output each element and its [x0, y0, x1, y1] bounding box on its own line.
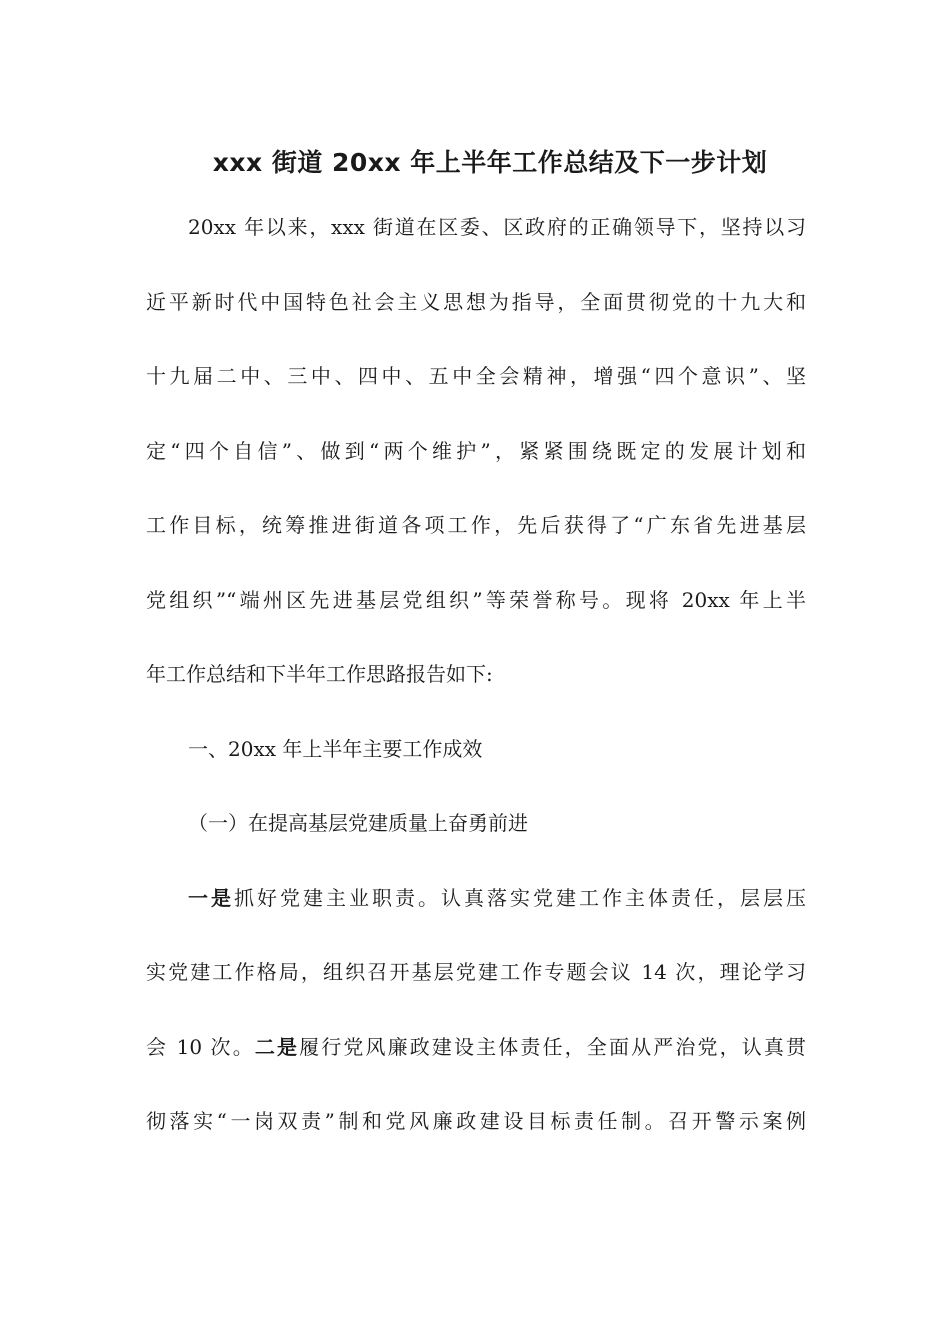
document-title: xxx 街道 20xx 年上半年工作总结及下一步计划 — [212, 148, 768, 177]
paragraph-line: 十九届二中、三中、四中、五中全会精神，增强“四个意识”、坚 — [146, 364, 806, 388]
paragraph-line: 年工作总结和下半年工作思路报告如下: — [146, 662, 493, 686]
paragraph-line: 近平新时代中国特色社会主义思想为指导，全面贯彻党的十九大和 — [146, 289, 806, 314]
subsection-heading: （一）在提高基层党建质量上奋勇前进 — [188, 811, 528, 835]
paragraph-line: 工作目标，统筹推进街道各项工作，先后获得了“广东省先进基层 — [146, 513, 806, 537]
paragraph-line: 定“四个自信”、做到“两个维护”，紧紧围绕既定的发展计划和 — [146, 438, 806, 463]
bold-lead: 一是 — [188, 885, 234, 910]
section-heading: 一、20xx 年上半年主要工作成效 — [188, 736, 483, 761]
document-body — [146, 190, 806, 1159]
paragraph-line: 彻落实“一岗双责”制和党风廉政建设目标责任制。召开警示案例 — [146, 1109, 806, 1133]
paragraph-line: 党组织”“端州区先进基层党组织”等荣誉称号。现将 20xx 年上半 — [146, 587, 806, 612]
paragraph-text: 履行党风廉政建设主体责任，全面从严治党，认真贯 — [299, 1034, 806, 1059]
paragraph-text: 抓好党建主业职责。认真落实党建工作主体责任，层层压 — [234, 885, 806, 910]
bold-lead: 二是 — [254, 1034, 300, 1059]
paragraph-line — [146, 861, 806, 936]
paragraph-line: 20xx 年以来，xxx 街道在区委、区政府的正确领导下，坚持以习 — [188, 215, 806, 239]
paragraph-text: 会 10 次。 — [146, 1034, 255, 1059]
paragraph-line: 实党建工作格局，组织召开基层党建工作专题会议 14 次，理论学习 — [146, 960, 806, 984]
paragraph-line — [146, 1010, 806, 1085]
